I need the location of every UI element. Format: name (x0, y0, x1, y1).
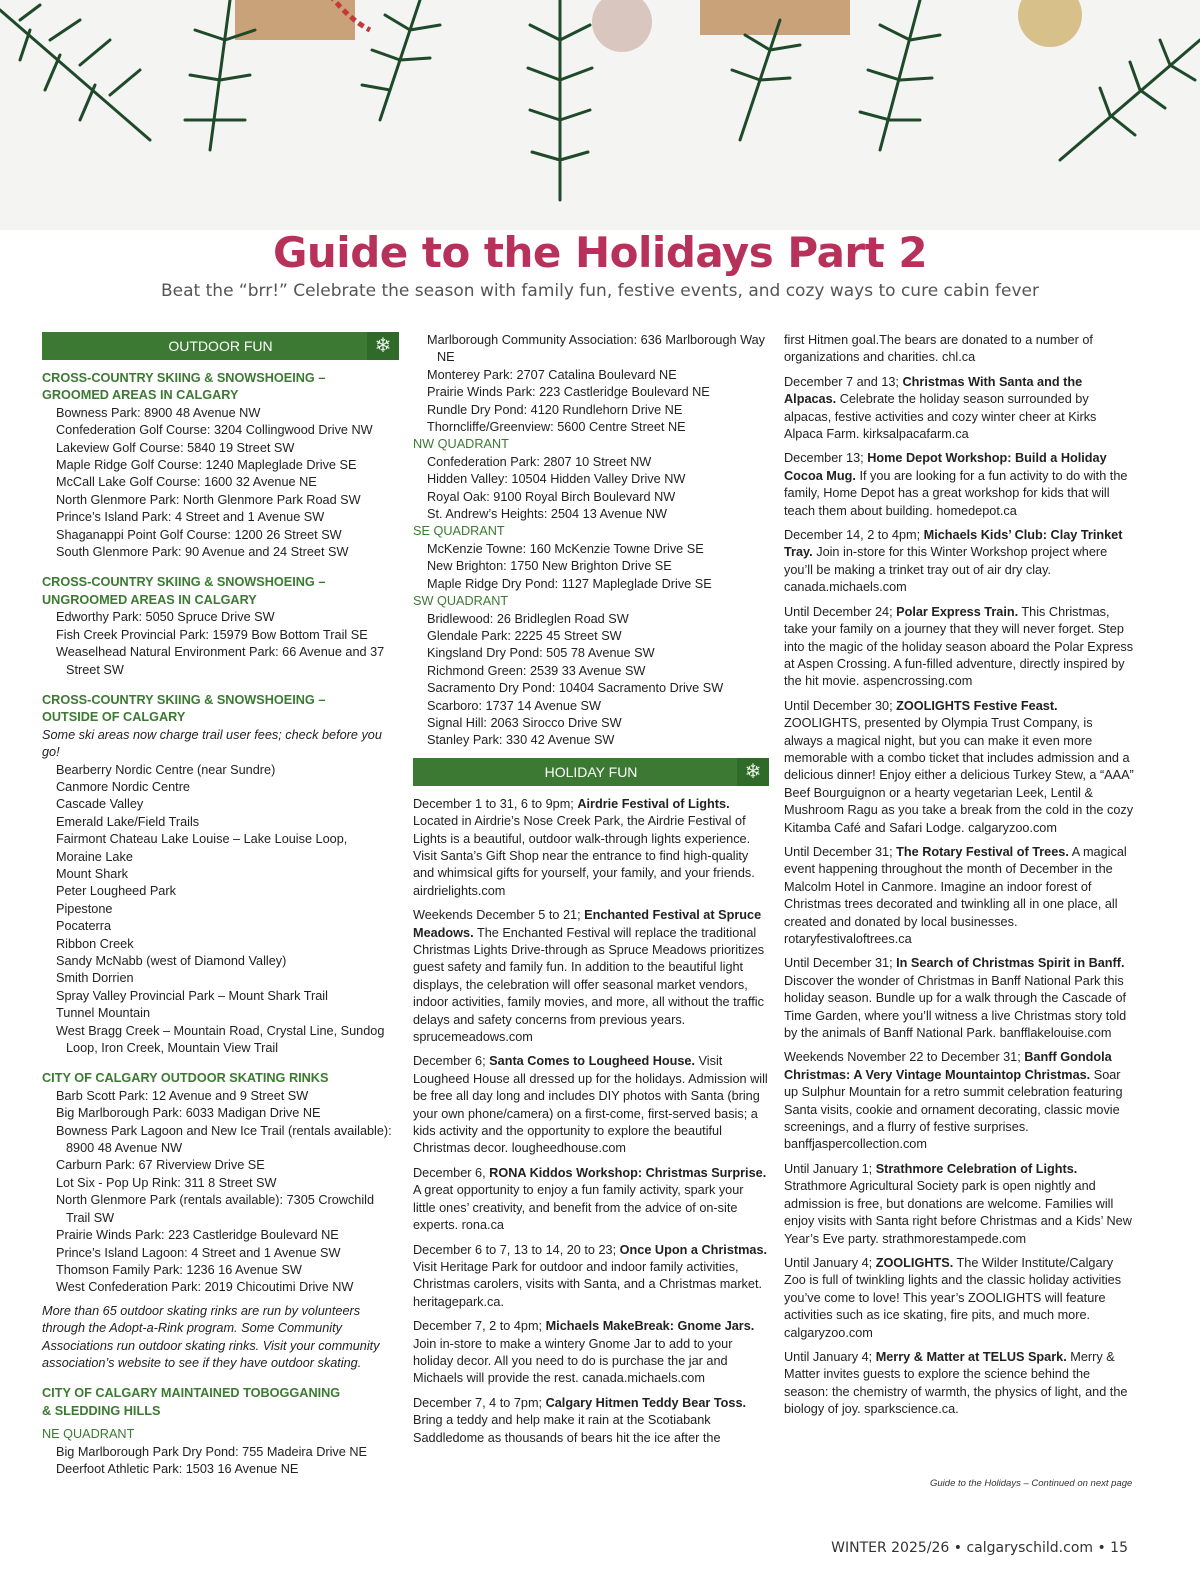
section-heading: CROSS-COUNTRY SKIING & SNOWSHOEING – (42, 692, 326, 707)
list-item: Prince’s Island Park: 4 Street and 1 Avenue SW (56, 510, 325, 525)
list-item: McCall Lake Golf Course: 1600 32 Avenue NE (56, 475, 317, 490)
quadrant-label: NW QUADRANT (413, 437, 509, 452)
list-item: Big Marlborough Park: 6033 Madigan Drive NE (56, 1106, 321, 1121)
list-item: West Confederation Park: 2019 Chicoutimi Drive NW (56, 1280, 354, 1295)
event-description: Visit Lougheed House all dressed up for the holidays. Admission will be free all day long and includes DIY photos with Santa (bring your own phone/camera) on a first-come, first-served basis; a kids activity and the opportunity to explore the beautiful Christmas decor. lougheedhouse.com (413, 1054, 768, 1156)
list-item: Fish Creek Provincial Park: 15979 Bow Bottom Trail SE (56, 627, 368, 642)
event-item (413, 1053, 769, 1157)
event-name: Polar Express Train. (896, 604, 1019, 619)
list-item: Prairie Winds Park: 223 Castleridge Boulevard NE (56, 1228, 339, 1243)
list-item: Big Marlborough Park Dry Pond: 755 Madeira Drive NE (56, 1444, 367, 1459)
event-name: Merry & Matter at TELUS Spark. (875, 1349, 1067, 1364)
list-item: Thomson Family Park: 1236 16 Avenue SW (56, 1262, 302, 1277)
holiday-fun-band (413, 758, 769, 786)
event-date: Until December 24; (784, 604, 893, 619)
event-date: Until December 31; (784, 956, 893, 971)
list-item: Barb Scott Park: 12 Avenue and 9 Street SW (56, 1088, 309, 1103)
event-name: Strathmore Celebration of Lights. (875, 1161, 1078, 1176)
event-item (784, 698, 1134, 837)
event-item (784, 1161, 1134, 1248)
event-item (784, 527, 1134, 597)
event-date: December 1 to 31, 6 to 9pm; (413, 796, 574, 811)
event-date: December 7 and 13; (784, 374, 899, 389)
list-item: Monterey Park: 2707 Catalina Boulevard NE (427, 367, 677, 382)
event-name: Santa Comes to Lougheed House. (489, 1054, 696, 1069)
page-footer: WINTER 2025/26 • calgaryschild.com • 15 (831, 1540, 1128, 1556)
event-name: Michaels MakeBreak: Gnome Jars. (545, 1319, 755, 1334)
event-date: December 6; (413, 1054, 486, 1069)
column-2 (413, 332, 769, 1454)
list-item: Royal Oak: 9100 Royal Birch Boulevard NW (427, 489, 676, 504)
list-item: Prairie Winds Park: 223 Castleridge Boulevard NE (427, 385, 710, 400)
event-item (413, 1165, 769, 1235)
event-date: Until January 1; (784, 1161, 873, 1176)
event-date: Until December 30; (784, 698, 893, 713)
list-item: Sandy McNabb (west of Diamond Valley) (56, 954, 287, 968)
event-item (784, 374, 1134, 444)
list-item: Richmond Green: 2539 33 Avenue SW (427, 663, 646, 678)
list-item: Bridlewood: 26 Bridleglen Road SW (427, 611, 629, 626)
list-item: Thorncliffe/Greenview: 5600 Centre Street NE (427, 420, 686, 435)
list-item: Lot Six - Pop Up Rink: 311 8 Street SW (56, 1175, 277, 1190)
list-item: Tunnel Mountain (56, 1006, 151, 1021)
list-item: Canmore Nordic Centre (56, 779, 190, 794)
list-item: Bowness Park Lagoon and New Ice Trail (rentals available): 8900 48 Avenue NW (56, 1123, 392, 1156)
event-description: Join in-store for this Winter Workshop project where you’ll be making a trinket tray out of air dry clay. canada.michaels.com (784, 545, 1108, 595)
list-item: North Glenmore Park: North Glenmore Park Road SW (56, 492, 361, 507)
event-item (413, 1242, 769, 1312)
list-item: Weaselhead Natural Environment Park: 66 Avenue and 37 Street SW (56, 645, 385, 677)
event-description: Merry & Matter invites guests to explore the science behind the season: the chemistry of warmth, the physics of light, and the biology of joy. sparkscience.ca. (784, 1349, 1128, 1417)
list-item: Rundle Dry Pond: 4120 Rundlehorn Drive NE (427, 402, 683, 417)
pine-branch-decoration (0, 0, 1200, 230)
list-item: Mount Shark (56, 866, 128, 881)
event-item (784, 450, 1134, 520)
section-heading: & SLEDDING HILLS (42, 1403, 161, 1418)
event-description: Strathmore Agricultural Society park is open nightly and admission is free, but donations are welcome. Families will enjoy visits with Santa right before Christmas and a Kids’ New Year’s Eve party. strathmorestampede.com (784, 1179, 1132, 1246)
list-item: Moraine Lake (56, 849, 133, 864)
event-name: RONA Kiddos Workshop: Christmas Surprise. (489, 1165, 767, 1180)
event-name: Enchanted Festival at Spruce Meadows. (413, 908, 762, 940)
list-item: Hidden Valley: 10504 Hidden Valley Drive NW (427, 472, 686, 487)
list-item: St. Andrew’s Heights: 2504 13 Avenue NW (427, 507, 668, 522)
section-heading: OUTSIDE OF CALGARY (42, 710, 186, 725)
list-item: South Glenmore Park: 90 Avenue and 24 Street SW (56, 545, 349, 560)
list-item: Smith Dorrien (56, 971, 134, 986)
event-date: December 7, 4 to 7pm; (413, 1395, 543, 1410)
event-item (784, 955, 1134, 1042)
event-description: ZOOLIGHTS, presented by Olympia Trust Company, is always a magical night, but you can make it even more memorable with a combo ticket that includes admission and a delicious dinner! Enjoy either a delicious Turkey Stew, a “AAA” Beef Bourguignon or a hearty vegetarian Leek, Lentil & Mushroom Ragu as you take a break from the cold in the cozy Kitamba Café and Safari Lodge. calgaryzoo.com (784, 716, 1134, 835)
continued-note: Guide to the Holidays – Continued on next page (930, 1478, 1133, 1489)
list-item: Shaganappi Point Golf Course: 1200 26 Street SW (56, 527, 342, 542)
quadrant-label: NE QUADRANT (42, 1427, 135, 1442)
event-item (413, 796, 769, 900)
event-description: A great opportunity to enjoy a fun family activity, spark your little ones’ creativity, and benefit from the advice of on-site experts. rona.ca (413, 1183, 744, 1233)
outdoor-fun-band (42, 332, 399, 360)
list-item: Glendale Park: 2225 45 Street SW (427, 628, 622, 643)
event-name: The Rotary Festival of Trees. (896, 844, 1069, 859)
event-item (784, 604, 1134, 691)
column-3 (784, 332, 1134, 1426)
list-item: Spray Valley Provincial Park – Mount Shark Trail (56, 988, 328, 1003)
list-item: Stanley Park: 330 42 Avenue SW (427, 733, 615, 748)
event-name: ZOOLIGHTS Festive Feast. (896, 698, 1058, 713)
event-item (784, 1049, 1134, 1153)
list-item: Edworthy Park: 5050 Spruce Drive SW (56, 610, 275, 625)
event-name: Christmas With Santa and the Alpacas. (784, 374, 1083, 407)
list-item: Pocaterra (56, 919, 112, 934)
event-date: Weekends December 5 to 21; (413, 908, 581, 923)
section-heading: CITY OF CALGARY OUTDOOR SKATING RINKS (42, 1071, 329, 1086)
event-date: December 14, 2 to 4pm; (784, 528, 921, 543)
list-item: Bowness Park: 8900 48 Avenue NW (56, 405, 261, 420)
event-date: Until December 31; (784, 844, 893, 859)
page-subtitle: Beat the “brr!” Celebrate the season with family fun, festive events, and cozy ways to cure cabin fever (161, 281, 1039, 301)
event-description: Visit Heritage Park for outdoor and indoor family activities, Christmas carolers, visits with Santa, and a Christmas market. heritagepark.ca. (413, 1259, 763, 1309)
event-item (784, 1349, 1134, 1419)
event-description: Soar up Sulphur Mountain for a retro summit celebration featuring Santa visits, cookie and ornament decorating, classic movie screenings, and a flurry of festive surprises. banffjaspercollection.com (784, 1067, 1123, 1152)
column-1 (42, 332, 399, 1478)
event-name: Michaels Kids’ Club: Clay Trinket Tray. (784, 528, 1123, 560)
list-item: Carburn Park: 67 Riverview Drive SE (56, 1158, 265, 1173)
list-item: Lakeview Golf Course: 5840 19 Street SW (56, 440, 295, 455)
event-description: Bring a teddy and help make it rain at the Scotiabank Saddledome as thousands of bears hit the ice after the (413, 1413, 721, 1445)
event-date: Until January 4; (784, 1349, 873, 1364)
event-description: A magical event happening throughout the month of December in the Malcolm Hotel in Canmore. Imagine an indoor forest of Christmas trees decorated and twinkling all in one place, all created and donated by local businesses. rotaryfestivaloftrees.ca (784, 844, 1127, 946)
list-item: Kingsland Dry Pond: 505 78 Avenue SW (427, 646, 655, 661)
event-date: December 7, 2 to 4pm; (413, 1319, 543, 1334)
list-item: Emerald Lake/Field Trails (56, 814, 200, 829)
quadrant-label: SW QUADRANT (413, 594, 509, 609)
event-name: Once Upon a Christmas. (619, 1242, 768, 1257)
list-item: West Bragg Creek – Mountain Road, Crystal Line, Sundog Loop, Iron Creek, Mountain View Trail (56, 1023, 385, 1056)
snowflake-icon: ❄ (737, 758, 769, 786)
list-item: Marlborough Community Association: 636 Marlborough Way NE (427, 333, 766, 365)
event-description: Located in Airdrie’s Nose Creek Park, the Airdrie Festival of Lights is a beautiful, outdoor walk-through lights experience. Visit Santa’s Gift Shop near the entrance to find high-quality and whimsical gifts for yourself, your family, and your friends. airdrielights.com (413, 814, 755, 898)
event-description: Discover the wonder of Christmas in Banff National Park this holiday season. Bundle up for a walk through the Cascade of Time Garden, where you’ll witness a live Christmas story told by the animals of Banff National Park. banfflakelouise.com (784, 973, 1127, 1041)
event-name: Home Depot Workshop: Build a Holiday Cocoa Mug. (784, 451, 1107, 483)
event-item (784, 1255, 1134, 1342)
event-description: Join in-store to make a wintery Gnome Jar to add to your holiday decor. All you need to do is purchase the jar and Michaels will provide the rest. canada.michaels.com (413, 1336, 733, 1386)
list-item: North Glenmore Park (rentals available): 7305 Crowchild Trail SW (56, 1193, 375, 1225)
event-date: Until January 4; (784, 1255, 873, 1270)
list-item: Scarboro: 1737 14 Avenue SW (427, 698, 601, 713)
list-item: Prince’s Island Lagoon: 4 Street and 1 Avenue SW (56, 1245, 341, 1260)
list-item: Ribbon Creek (56, 936, 134, 951)
section-note: Some ski areas now charge trail user fees; check before you go! (42, 727, 382, 760)
list-item: Confederation Park: 2807 10 Street NW (427, 454, 652, 469)
list-item: Confederation Golf Course: 3204 Collingwood Drive NW (56, 423, 373, 438)
list-item: Cascade Valley (56, 797, 144, 812)
list-item: Sacramento Dry Pond: 10404 Sacramento Drive SW (427, 681, 724, 696)
event-name: Calgary Hitmen Teddy Bear Toss. (545, 1395, 747, 1410)
section-note: More than 65 outdoor skating rinks are run by volunteers through the Adopt-a-Rink program. Some Community Associations run outdoor skating rinks. Visit your community association’s website to see if they have outdoor skating. (42, 1303, 380, 1370)
event-name: In Search of Christmas Spirit in Banff. (896, 956, 1125, 971)
band-label: HOLIDAY FUN (544, 763, 638, 780)
list-item: Pipestone (56, 901, 113, 916)
list-item: Peter Lougheed Park (56, 884, 176, 899)
event-item (413, 1395, 769, 1447)
event-item (413, 907, 769, 1046)
list-item: Deerfoot Athletic Park: 1503 16 Avenue NE (56, 1461, 299, 1476)
list-item: Bearberry Nordic Centre (near Sundre) (56, 762, 276, 777)
event-date: Weekends November 22 to December 31; (784, 1050, 1021, 1065)
event-description: The Wilder Institute/Calgary Zoo is full of twinkling lights and the classic holiday activities you’ve come to love! This year’s ZOOLIGHTS will feature activities such as ice skating, fire pits, and much more. calgaryzoo.com (784, 1255, 1122, 1340)
event-item (413, 1318, 769, 1388)
event-item (784, 844, 1134, 948)
gift-box (700, 0, 850, 35)
event-description: The Enchanted Festival will replace the traditional Christmas Lights Drive-through as Spruce Meadows prioritizes guest safety and family fun. In addition to the beautiful light displays, the celebration will offer seasonal market vendors, indoor activities, family movies, and more, all without the traffic delays and safety concerns from previous years. sprucemeadows.com (413, 925, 765, 1045)
event-name: Banff Gondola Christmas: A Very Vintage Mountaintop Christmas. (784, 1050, 1112, 1082)
event-continuation: first Hitmen goal.The bears are donated to a number of organizations and charities. chl.ca (784, 333, 1093, 365)
event-description: This Christmas, take your family on a journey that they will never forget. Step into the magic of the holiday season aboard the Polar Express at Aspen Crossing. A fun-filled adventure, directly inspired by the hit movie. aspencrossing.com (784, 604, 1134, 689)
event-date: December 13; (784, 451, 864, 466)
snowflake-icon: ❄ (367, 332, 399, 360)
page-title: Guide to the Holidays Part 2 (272, 228, 928, 277)
list-item: Maple Ridge Dry Pond: 1127 Mapleglade Drive SE (427, 576, 712, 591)
band-label: OUTDOOR FUN (168, 338, 273, 354)
section-heading: GROOMED AREAS IN CALGARY (42, 388, 239, 403)
list-item: Signal Hill: 2063 Sirocco Drive SW (427, 715, 622, 730)
event-description: Celebrate the holiday season surrounded by alpacas, festive activities and cozy winter cheer at Kirks Alpaca Farm. kirksalpacafarm.ca (784, 392, 1097, 442)
quadrant-label: SE QUADRANT (413, 524, 505, 539)
list-item: Maple Ridge Golf Course: 1240 Mapleglade Drive SE (56, 458, 357, 473)
event-name: Airdrie Festival of Lights. (577, 796, 730, 811)
event-date: December 6 to 7, 13 to 14, 20 to 23; (413, 1242, 617, 1257)
list-item: Fairmont Chateau Lake Louise – Lake Louise Loop, (56, 832, 348, 847)
section-heading: CROSS-COUNTRY SKIING & SNOWSHOEING – (42, 575, 326, 590)
section-heading: CROSS-COUNTRY SKIING & SNOWSHOEING – (42, 371, 326, 385)
list-item: New Brighton: 1750 New Brighton Drive SE (427, 559, 672, 574)
list-item: McKenzie Towne: 160 McKenzie Towne Drive SE (427, 541, 704, 556)
event-name: ZOOLIGHTS. (875, 1255, 954, 1270)
section-heading: UNGROOMED AREAS IN CALGARY (42, 592, 257, 607)
event-description: If you are looking for a fun activity to do with the family, Home Depot has a great workshop for kids that will teach them about building. homedepot.ca (784, 468, 1128, 518)
section-heading: CITY OF CALGARY MAINTAINED TOBOGGANING (42, 1386, 341, 1401)
event-date: December 6, (413, 1165, 486, 1180)
